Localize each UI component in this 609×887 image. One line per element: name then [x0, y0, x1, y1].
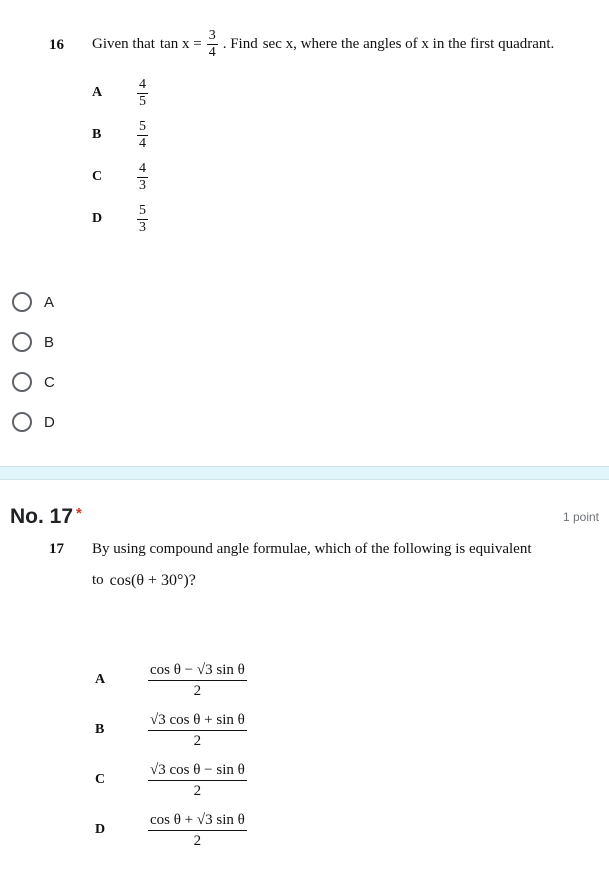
text: to: [92, 572, 104, 588]
radio-label: B: [44, 333, 55, 351]
numerator: 3: [208, 28, 216, 43]
option-letter: A: [95, 672, 106, 687]
radio-circle-icon[interactable]: [12, 372, 32, 392]
option-c: [92, 156, 148, 198]
option-letter: D: [95, 822, 106, 837]
denominator: 2: [193, 682, 202, 699]
text: . Find: [222, 36, 258, 52]
fraction: [148, 710, 247, 751]
tan-expression: tan x =: [159, 36, 202, 52]
option-letter: A: [92, 85, 103, 100]
radio-option-d[interactable]: [12, 412, 55, 432]
option-a: [95, 655, 247, 705]
radio-label: C: [44, 373, 55, 391]
numerator: cos θ + √3 sin θ: [148, 810, 247, 831]
option-letter: B: [92, 127, 102, 142]
option-c: [95, 755, 247, 805]
fraction: [148, 760, 247, 801]
option-letter: C: [95, 772, 106, 787]
numerator: 5: [139, 202, 146, 218]
question-title: [10, 505, 82, 529]
option-letter: D: [92, 211, 103, 226]
text: , where the angles of x in the first quadrant.: [293, 36, 555, 52]
numerator: 5: [139, 118, 146, 134]
option-d: [95, 805, 247, 855]
radio-circle-icon[interactable]: [12, 292, 32, 312]
fraction: [207, 28, 218, 61]
option-b: [92, 114, 148, 156]
expression: cos(θ + 30°)?: [109, 572, 196, 589]
text: Given that: [92, 36, 155, 52]
sec-expression: sec x: [262, 36, 294, 52]
required-asterisk: *: [76, 505, 82, 522]
radio-option-a[interactable]: [12, 292, 54, 312]
option-b: [95, 705, 247, 755]
radio-circle-icon[interactable]: [12, 332, 32, 352]
denominator: 3: [139, 177, 146, 193]
option-d: [92, 198, 148, 240]
option-a: [92, 72, 148, 114]
denominator: 2: [193, 832, 202, 849]
denominator: 4: [208, 45, 216, 60]
question-number: 16: [49, 37, 64, 53]
question-text: [92, 28, 554, 61]
denominator: 2: [193, 732, 202, 749]
numerator: √3 cos θ − sin θ: [148, 760, 247, 781]
numerator: 4: [139, 76, 146, 92]
option-list: [92, 72, 148, 240]
question-number: 17: [49, 541, 64, 557]
radio-option-b[interactable]: [12, 332, 54, 352]
radio-label: A: [44, 293, 55, 311]
fraction: [137, 161, 148, 194]
option-letter: B: [95, 722, 105, 737]
fraction: [137, 203, 148, 236]
radio-option-c[interactable]: [12, 372, 55, 392]
title-text: No. 17: [10, 505, 74, 528]
denominator: 3: [139, 219, 146, 235]
fraction: [148, 810, 247, 851]
denominator: 5: [139, 93, 146, 109]
fraction: [148, 660, 247, 701]
denominator: 2: [193, 782, 202, 799]
radio-label: D: [44, 413, 55, 431]
radio-circle-icon[interactable]: [12, 412, 32, 432]
question-text-line1: By using compound angle formulae, which of the following is equivalent: [92, 541, 532, 557]
option-list: [95, 655, 247, 855]
fraction: [137, 77, 148, 110]
numerator: √3 cos θ + sin θ: [148, 710, 247, 731]
fraction: [137, 119, 148, 152]
numerator: 4: [139, 160, 146, 176]
numerator: cos θ − √3 sin θ: [148, 660, 247, 681]
section-divider: [0, 466, 609, 480]
option-letter: C: [92, 169, 103, 184]
points-label: 1 point: [562, 510, 599, 524]
question-text-line2: [92, 572, 196, 590]
denominator: 4: [139, 135, 146, 151]
